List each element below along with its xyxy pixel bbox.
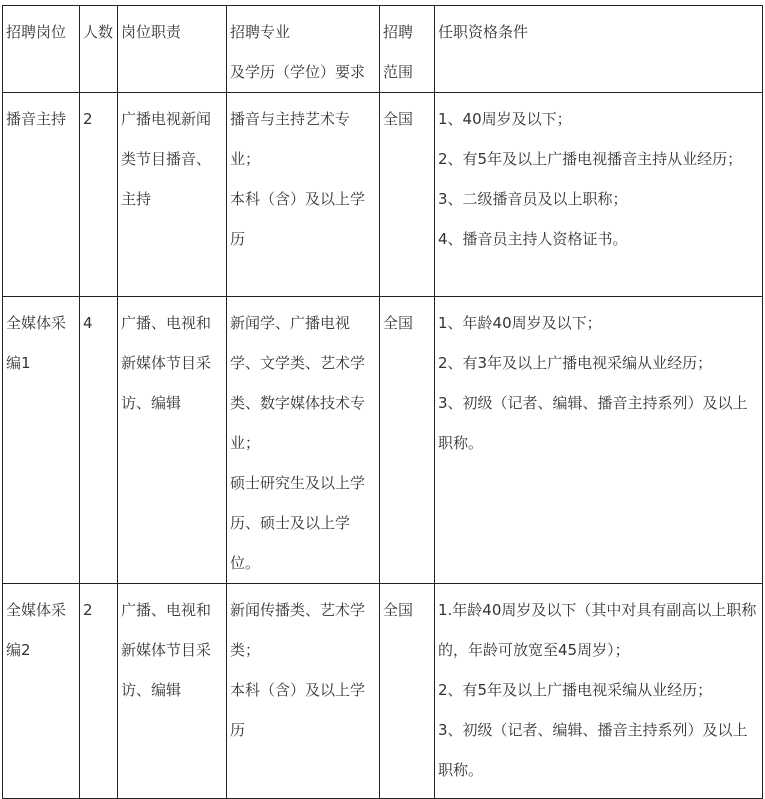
cell-scope: 全国 bbox=[380, 297, 435, 584]
table-row bbox=[3, 297, 763, 584]
requirement-item: 3、初级（记者、编辑、播音主持系列）及以上职称。 bbox=[438, 394, 748, 452]
cell-major bbox=[227, 93, 380, 297]
header-scope-line2: 范围 bbox=[383, 63, 414, 81]
cell-scope: 全国 bbox=[380, 93, 435, 297]
header-scope-line1: 招聘 bbox=[383, 23, 414, 41]
cell-duties: 广播、电视和新媒体节目采访、编辑 bbox=[118, 584, 227, 799]
header-major-line2: 及学历（学位）要求 bbox=[230, 63, 366, 81]
major-line: 新闻传播类、艺术学类； bbox=[230, 601, 366, 659]
requirement-item: 4、播音员主持人资格证书。 bbox=[438, 230, 628, 248]
cell-count: 4 bbox=[80, 297, 118, 584]
cell-position: 播音主持 bbox=[3, 93, 80, 297]
cell-count: 2 bbox=[80, 584, 118, 799]
requirement-item: 2、有5年及以上广播电视播音主持从业经历； bbox=[438, 150, 743, 168]
major-line: 本科（含）及以上学历 bbox=[230, 190, 366, 248]
cell-requirements bbox=[435, 93, 763, 297]
header-count: 人数 bbox=[80, 6, 118, 93]
header-position: 招聘岗位 bbox=[3, 6, 80, 93]
major-line: 新闻学、广播电视学、文学类、艺术学类、数字媒体技术专业； bbox=[230, 314, 366, 452]
cell-position: 全媒体采编1 bbox=[3, 297, 80, 584]
header-major bbox=[227, 6, 380, 93]
major-line: 硕士研究生及以上学历、硕士及以上学位。 bbox=[230, 474, 366, 572]
cell-duties: 广播电视新闻类节目播音、主持 bbox=[118, 93, 227, 297]
major-line: 本科（含）及以上学历 bbox=[230, 681, 366, 739]
cell-requirements bbox=[435, 584, 763, 799]
cell-major bbox=[227, 584, 380, 799]
table-row bbox=[3, 93, 763, 297]
recruitment-table bbox=[2, 5, 763, 799]
cell-duties: 广播、电视和新媒体节目采访、编辑 bbox=[118, 297, 227, 584]
header-row bbox=[3, 6, 763, 93]
requirement-item: 2、有3年及以上广播电视采编从业经历； bbox=[438, 354, 713, 372]
requirement-item: 3、初级（记者、编辑、播音主持系列）及以上职称。 bbox=[438, 721, 748, 779]
requirement-item: 2、有5年及以上广播电视采编从业经历； bbox=[438, 681, 713, 699]
cell-count: 2 bbox=[80, 93, 118, 297]
cell-position: 全媒体采编2 bbox=[3, 584, 80, 799]
header-scope bbox=[380, 6, 435, 93]
header-duties: 岗位职责 bbox=[118, 6, 227, 93]
requirement-item: 3、二级播音员及以上职称； bbox=[438, 190, 628, 208]
cell-scope: 全国 bbox=[380, 584, 435, 799]
cell-requirements bbox=[435, 297, 763, 584]
requirement-item: 1.年龄40周岁及以下（其中对具有副高以上职称的，年龄可放宽至45周岁）； bbox=[438, 601, 757, 659]
table-row bbox=[3, 584, 763, 799]
major-line: 播音与主持艺术专业； bbox=[230, 110, 351, 168]
requirement-item: 1、40周岁及以下； bbox=[438, 110, 572, 128]
header-requirements: 任职资格条件 bbox=[435, 6, 763, 93]
header-major-line1: 招聘专业 bbox=[230, 23, 291, 41]
requirement-item: 1、年龄40周岁及以下； bbox=[438, 314, 602, 332]
cell-major bbox=[227, 297, 380, 584]
